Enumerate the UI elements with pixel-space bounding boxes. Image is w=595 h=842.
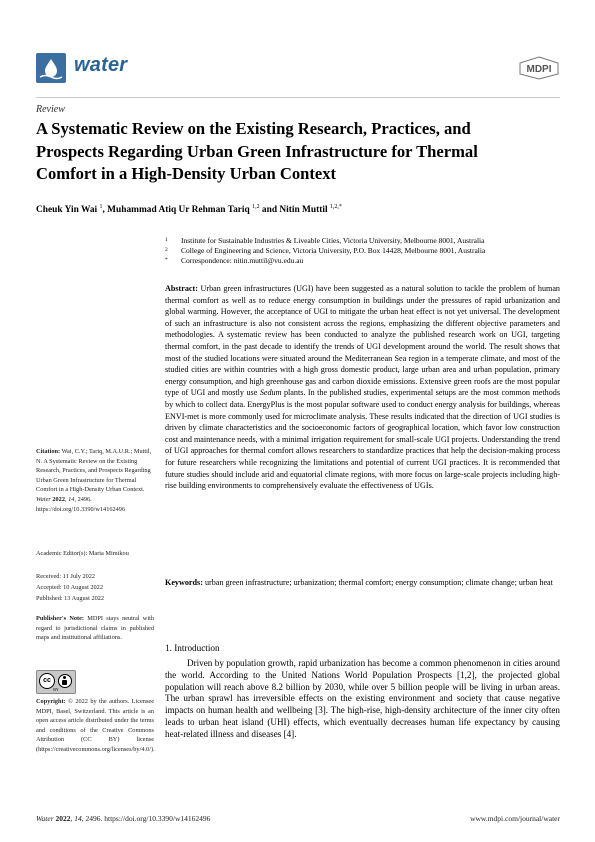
accepted-date: Accepted: 10 August 2022 bbox=[36, 584, 103, 591]
article-title bbox=[36, 118, 556, 186]
mdpi-logo-text: MDPI bbox=[526, 64, 552, 75]
publisher-note bbox=[36, 614, 154, 643]
author-name[interactable]: Cheuk Yin Wai bbox=[36, 205, 98, 216]
publisher-note-text: MDPI stays neutral with regard to jurisdictional claims in published maps and institutional affiliations. bbox=[36, 615, 154, 642]
abstract bbox=[165, 283, 560, 492]
keywords-label: Keywords: bbox=[165, 578, 203, 587]
abstract-italic-term: Sedum bbox=[259, 388, 282, 398]
author-affiliation-mark: 1,2 bbox=[252, 204, 260, 210]
section-heading: 1. Introduction bbox=[165, 643, 220, 653]
footer-citation bbox=[36, 814, 210, 823]
citation-year: 2022 bbox=[50, 495, 65, 503]
affiliation-text: College of Engineering and Science, Victoria University, P.O. Box 14428, Melbourne 8001, Australia bbox=[181, 246, 486, 255]
author-affiliation-mark: 1 bbox=[99, 204, 103, 210]
footer-volume: , 14 bbox=[70, 814, 82, 823]
title-line: Comfort in a High-Density Urban Context bbox=[36, 164, 337, 183]
keywords bbox=[165, 577, 560, 589]
intro-paragraph: Driven by population growth, rapid urbanization has become a common phenomenon in cities around the world. According to the United Nations World Population Prospects [1,2], the projected global population will reach above 8.2 billion by 2030, while over 5 billion people will be living in urban areas. The urban sprawl has irreversible effects on the existing environment and society that cause negative impacts on human health and wellbeing [3]. The high-rise, high-density architecture of the inner city often leads to urban heat island (UHI) effects, which eventually decreases human life expectancy by causing heat-related illness and diseases [4]. bbox=[165, 658, 560, 739]
author-name[interactable]: Muhammad Atiq Ur Rehman Tariq bbox=[107, 205, 250, 216]
author-separator: and bbox=[259, 205, 280, 216]
creative-commons-icon: cc bbox=[39, 673, 55, 689]
published-date: Published: 13 August 2022 bbox=[36, 595, 105, 602]
author-name[interactable]: Nitin Muttil bbox=[279, 205, 328, 216]
affiliation-text: Institute for Sustainable Industries & Liveable Cities, Victoria University, Melbourne 8001, Australia bbox=[181, 236, 485, 245]
mdpi-logo bbox=[518, 56, 560, 80]
author-affiliation-mark: 1,2,* bbox=[329, 204, 342, 210]
affiliation-mark: * bbox=[165, 257, 168, 263]
copyright-label: Copyright: bbox=[36, 698, 66, 705]
received-date: Received: 11 July 2022 bbox=[36, 573, 96, 580]
publisher-note-label: Publisher's Note: bbox=[36, 615, 85, 622]
water-drop-icon bbox=[36, 53, 66, 83]
journal-name: water bbox=[74, 54, 128, 76]
author-separator: , bbox=[102, 205, 108, 216]
citation-journal: Water bbox=[36, 495, 51, 503]
affiliation-mark: 2 bbox=[165, 247, 168, 253]
citation-text: Wai, C.Y.; Tariq, M.A.U.R.; Muttil, N. A Systematic Review on the Existing Research, Practices, and Prospects Regarding Urban Green Infrastructure for Thermal Comfort in a High-Density Urban Context. bbox=[36, 448, 152, 494]
copyright-block bbox=[36, 697, 154, 755]
citation-volume: , 14 bbox=[64, 495, 75, 503]
keywords-text: urban green infrastructure; urbanization; thermal comfort; energy consumption; climate change; urban heat bbox=[202, 578, 553, 587]
copyright-text: © 2022 by the authors. Licensee MDPI, Basel, Switzerland. This article is an open access article distributed under the terms and conditions of the Creative Commons Attribution (CC BY) license (https://creativecommons.org/licenses/by/4.0/). bbox=[36, 698, 155, 753]
citation-doi[interactable]: , 2496. https://doi.org/10.3390/w14162496 bbox=[36, 495, 126, 513]
article-type: Review bbox=[36, 104, 65, 115]
citation-label: Citation: bbox=[36, 448, 61, 455]
author-list bbox=[36, 204, 556, 215]
footer-journal: Water bbox=[36, 814, 54, 823]
footer-year: 2022 bbox=[53, 814, 71, 823]
academic-editor: Academic Editor(s): Maria Mimikou bbox=[36, 550, 129, 557]
attribution-person-icon bbox=[58, 674, 72, 688]
header-divider bbox=[36, 97, 560, 98]
correspondence-text[interactable]: Correspondence: nitin.muttil@vu.edu.au bbox=[181, 256, 304, 265]
title-line: Prospects Regarding Urban Green Infrastructure for Thermal bbox=[36, 141, 478, 161]
footer-doi[interactable]: , 2496. https://doi.org/10.3390/w14162496 bbox=[81, 814, 211, 823]
title-line: A Systematic Review on the Existing Research, Practices, and bbox=[36, 119, 471, 138]
citation-block bbox=[36, 447, 154, 514]
cc-by-license-badge[interactable] bbox=[36, 670, 76, 694]
cc-by-label: BY bbox=[53, 687, 59, 692]
abstract-text: Urban green infrastructures (UGI) have been suggested as a natural solution to tackle the problem of human thermal comfort as well as to reduce energy consumption in buildings under the pressures of rapid urbanization and global warming. However, the acceptance of UGI to mitigate the urban heat effect is not yet universal. The development of such an infrastructure is also not consistent across the regions, emphasizing the different objective parameters and methodologies. A systematic review has been conducted to analyze the published research work on UGI, targeting thermal comfort, in the past decade to identify the trends of UGI development around the world. The result shows that most of the studied locations were situated around the Mediterranean Sea region in a temperate climate, and most of the studied cities are within countries with a high gross domestic product, large urban area and urban population, primary energy consumption, and high greenhouse gas and carbon dioxide emissions. Extensive green roofs are the most popular type of UGI and mostly use bbox=[165, 284, 560, 398]
abstract-label: Abstract: bbox=[165, 284, 198, 293]
affiliation-mark: 1 bbox=[165, 237, 168, 243]
footer-journal-url[interactable]: www.mdpi.com/journal/water bbox=[470, 814, 560, 823]
abstract-text-continued: plants. In the published studies, experimental setups are the most common methods by which to collect data. EnergyPlus is the most popular software used to conduct energy analysis for buildings, whereas ENVI-met is more commonly used for microclimate analysis. These results indicated that the direction of UGI studies is driven by climate characteristics and the socioeconomic factors of geographical location, which favor low construction cost and maintenance needs, with a minimal irrigation requirement for small-scale UGI projects. Understanding the trend of UGI approaches for thermal comfort allows researchers to standardize practices that help the decision-making process for future researchers while recognizing the limitations and potential of current UGI practices. It is recommended that future studies should include arid and equatorial climate regions, with more focus on large-scale projects including high-rise building environments to comprehensively evaluate the effectiveness of UGIs. bbox=[165, 388, 560, 491]
